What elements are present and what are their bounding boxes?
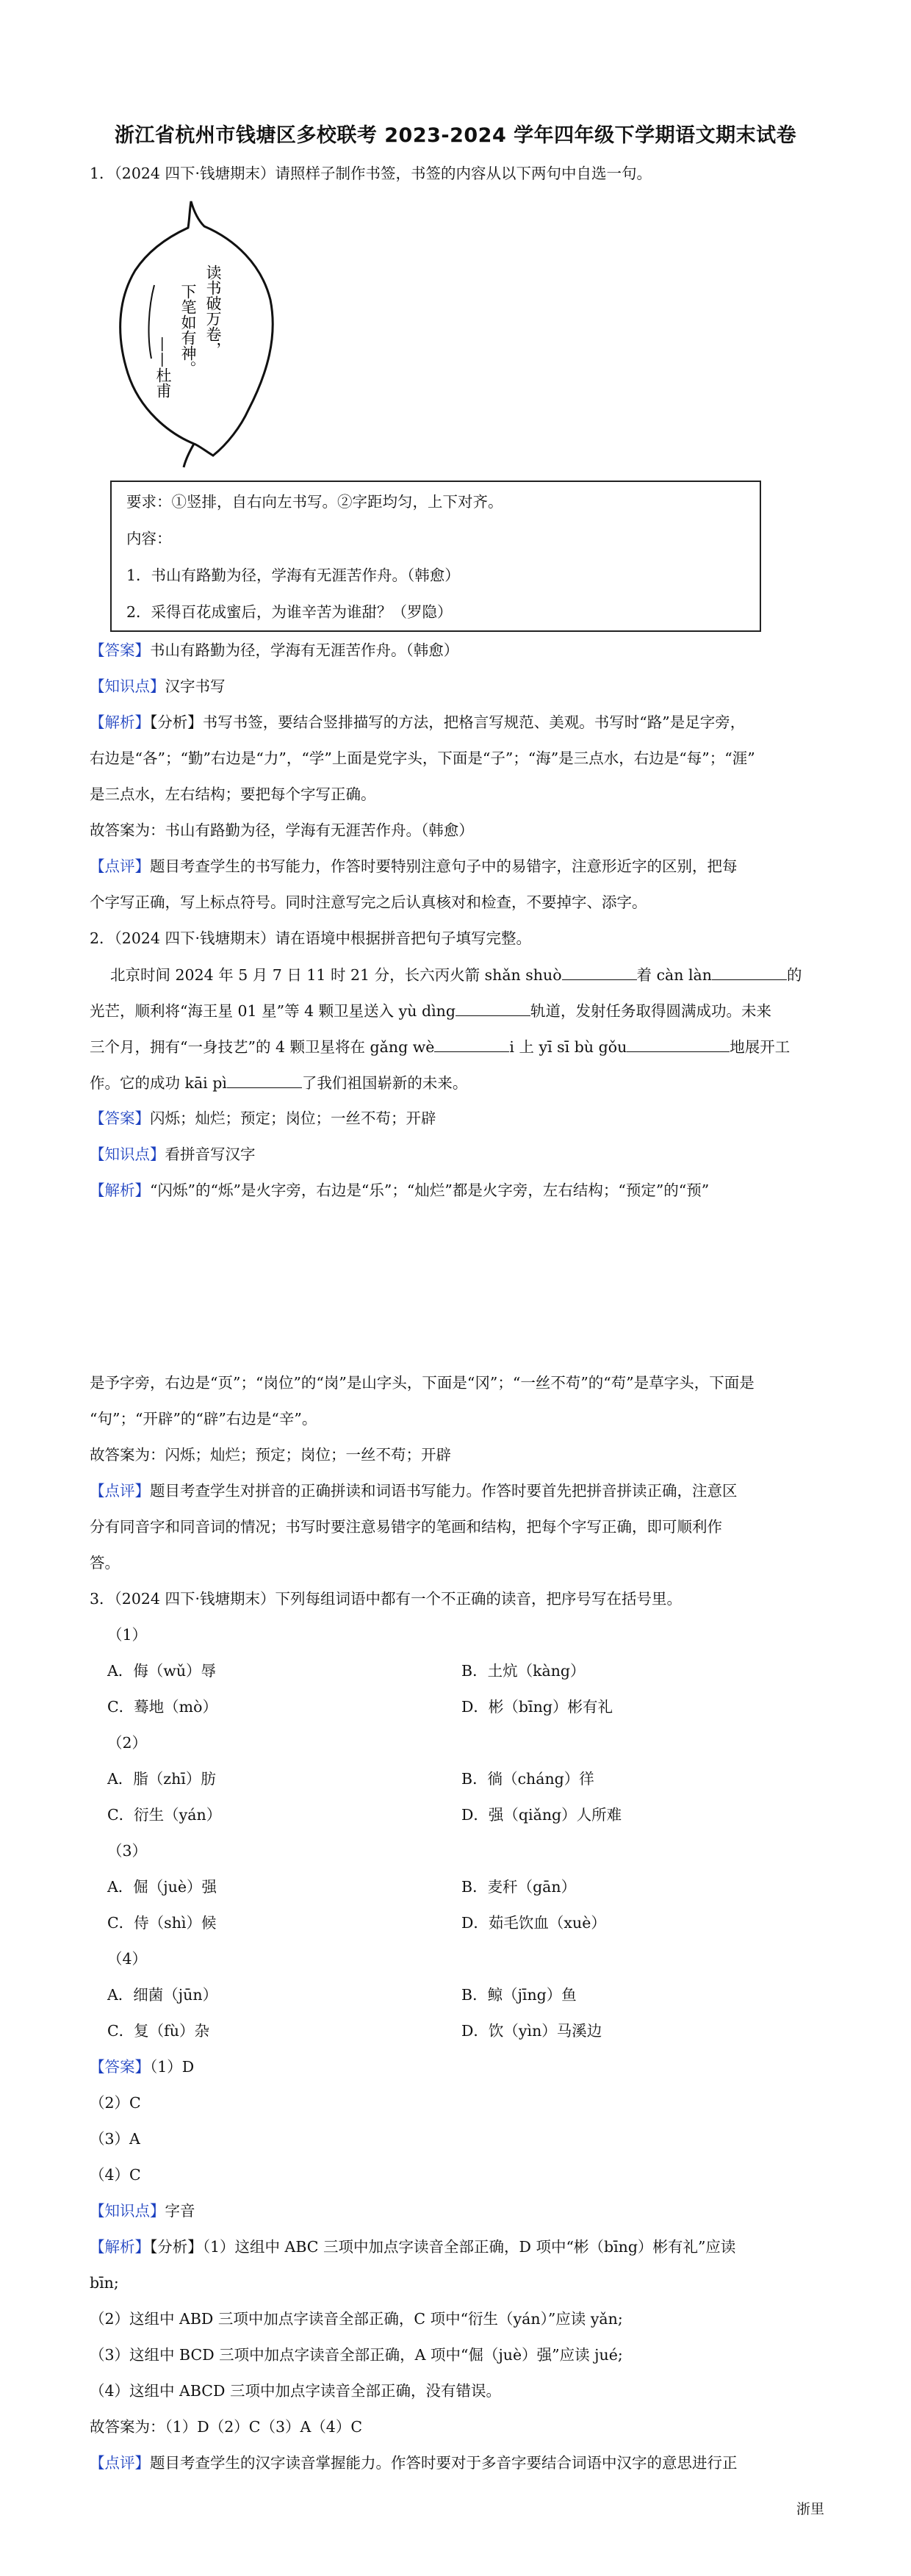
q2-analysis-3: “句”；“开辟”的“辟”右边是“辛”。 [90, 1410, 317, 1428]
q3-option-4c: C．复（fù）杂 [107, 2022, 209, 2040]
q3-option-2b: B．徜（cháng）徉 [461, 1770, 594, 1788]
q3-final-answer: 故答案为：（1）D（2）C（3）A（4）C [90, 2418, 363, 2436]
q2-text: 光芒，顺利将“海王星 01 星”等 4 颗卫星送入 yù dìng [90, 1002, 455, 1020]
req-text-1: 竖排，自右向左书写。 [187, 493, 337, 511]
q3-option-3a: A．倔（juè）强 [107, 1878, 217, 1896]
q3-option-1b: B．土炕（kàng） [461, 1662, 586, 1680]
q2-text: i 上 yī sī bù gǒu [509, 1038, 627, 1056]
req-label: 要求： [126, 493, 172, 511]
q1-final-answer: 故答案为：书山有路勤为径，学海有无涯苦作舟。（韩愈） [90, 821, 474, 839]
q1-stem: 1．（2024 四下·钱塘期末）请照样子制作书签，书签的内容从以下两句中自选一句。 [90, 165, 652, 182]
comment-tag: 【点评】 [90, 1482, 150, 1500]
q2-stem: 2．（2024 四下·钱塘期末）请在语境中根据拼音把句子填写完整。 [90, 929, 531, 947]
q2-para-line-1 [110, 963, 845, 986]
fill-blank[interactable] [627, 1035, 730, 1052]
q2-final-answer: 故答案为：闪烁；灿烂；预定；岗位；一丝不苟；开辟 [90, 1446, 451, 1464]
analysis-tag: 【解析】 [90, 2238, 150, 2256]
q2-comment-1 [90, 1480, 824, 1502]
page-footer: 浙里 [796, 2501, 824, 2517]
q2-text: 着 càn làn [636, 966, 712, 984]
content-item-2: 2．采得百花成蜜后，为谁辛苦为谁甜？（罗隐） [126, 603, 453, 621]
q3-answer-4: （4）C [90, 2166, 141, 2184]
comment-text: 题目考查学生的书写能力，作答时要特别注意句子中的易错字，注意形近字的区别，把每 [150, 857, 738, 875]
comment-tag: 【点评】 [90, 2454, 150, 2472]
kp-tag: 【知识点】 [90, 1145, 165, 1163]
answer-text: （1）D [150, 2058, 195, 2076]
fill-blank[interactable] [455, 999, 530, 1016]
q2-para-line-3 [90, 1035, 824, 1058]
req-line [126, 491, 861, 513]
comment-tag: 【点评】 [90, 857, 150, 875]
q2-analysis-1 [90, 1179, 824, 1201]
q1-analysis-3: 是三点水，左右结构；要把每个字写正确。 [90, 785, 376, 803]
q3-group-2-label: （2） [107, 1734, 148, 1752]
kp-tag: 【知识点】 [90, 2202, 165, 2220]
q2-comment-3: 答。 [90, 1554, 120, 1572]
fill-blank[interactable] [434, 1035, 509, 1052]
q2-comment-2: 分有同音字和同音词的情况；书写时要注意易错字的笔画和结构，把每个字写正确，即可顺利作 [90, 1518, 722, 1536]
fill-blank[interactable] [712, 963, 787, 980]
q1-analysis-2: 右边是“各”；“勤”右边是“力”，“学”上面是党字头，下面是“子”；“海”是三点水，右边是“每”；“涯” [90, 749, 755, 767]
q3-answer-3: （3）A [90, 2130, 140, 2148]
q3-group-1-label: （1） [107, 1626, 148, 1644]
q3-group-4-label: （4） [107, 1950, 148, 1968]
analysis-text: 【分析】书写书签，要结合竖排描写的方法，把格言写规范、美观。书写时“路”是足字旁， [150, 713, 746, 731]
kp-tag: 【知识点】 [90, 677, 165, 695]
q2-text: 地展开工 [730, 1038, 791, 1056]
page-title: 浙江省杭州市钱塘区多校联考 2023-2024 学年四年级下学期语文期末试卷 [114, 124, 797, 147]
leaf-vein-stroke [149, 285, 154, 359]
analysis-text: “闪烁”的“烁”是火字旁，右边是“乐”；“灿烂”都是火字旁，左右结构；“预定”的“预” [150, 1181, 710, 1199]
q3-option-1d: D．彬（bīng）彬有礼 [461, 1698, 613, 1716]
q3-answer-2: （2）C [90, 2094, 141, 2112]
answer-text: 闪烁；灿烂；预定；岗位；一丝不苟；开辟 [150, 1109, 436, 1127]
q3-answer-1 [90, 2056, 824, 2078]
q3-comment-1 [90, 2452, 824, 2474]
fill-blank[interactable] [562, 963, 637, 980]
q3-analysis-2: bīn; [90, 2274, 119, 2292]
analysis-tag: 【解析】 [90, 1181, 150, 1199]
kp-text: 看拼音写汉字 [165, 1145, 256, 1163]
q3-option-1c: C．蓦地（mò） [107, 1698, 217, 1716]
q3-knowledge-point [90, 2200, 824, 2222]
q3-group-3-label: （3） [107, 1842, 148, 1860]
q3-option-3c: C．侍（shì）候 [107, 1914, 217, 1932]
content-label: 内容： [126, 530, 172, 547]
q1-comment-2: 个字写正确，写上标点符号。同时注意写完之后认真核对和检查，不要掉字、添字。 [90, 893, 647, 911]
q2-text: 三个月，拥有“一身技艺”的 4 颗卫星将在 gǎng wè [90, 1038, 435, 1056]
q3-option-2c: C．衍生（yán） [107, 1806, 222, 1824]
analysis-tag: 【解析】 [90, 713, 150, 731]
q2-text: 北京时间 2024 年 5 月 7 日 11 时 21 分，长六丙火箭 shǎn shuò [110, 966, 562, 984]
q2-answer [90, 1107, 824, 1129]
q3-option-3d: D．茹毛饮血（xuè） [461, 1914, 606, 1932]
leaf-bookmark-illustration [118, 197, 276, 469]
q2-text: 轨道，发射任务取得圆满成功。未来 [530, 1002, 771, 1020]
fill-blank[interactable] [227, 1071, 302, 1088]
analysis-text: 【分析】（1）这组中 ABC 三项中加点字读音全部正确，D 项中“彬（bīng）彬有礼”应读 [150, 2238, 736, 2256]
q3-option-3b: B．麦秆（gān） [461, 1878, 577, 1896]
q2-analysis-2: 是予字旁，右边是“页”；“岗位”的“岗”是山字头，下面是“冈”；“一丝不苟”的“苟”是草字头，下面是 [90, 1374, 755, 1392]
bookmark-line-1: 读书破万卷， [204, 265, 222, 357]
q2-text: 的 [786, 966, 802, 984]
q1-analysis-1 [90, 711, 824, 733]
answer-tag: 【答案】 [90, 2058, 150, 2076]
q3-stem: 3．（2024 四下·钱塘期末）下列每组词语中都有一个不正确的读音，把序号写在括号里。 [90, 1590, 682, 1608]
q3-option-4b: B．鲸（jīng）鱼 [461, 1986, 577, 2004]
q3-analysis-3: （2）这组中 ABD 三项中加点字读音全部正确，C 项中“衍生（yán）”应读 yǎn; [90, 2310, 623, 2328]
q2-para-line-4 [90, 1071, 824, 1094]
q2-text: 了我们祖国崭新的未来。 [301, 1074, 468, 1092]
q1-answer [90, 639, 824, 661]
req-number-1: ① [171, 493, 187, 511]
q3-analysis-4: （3）这组中 BCD 三项中加点字读音全部正确，A 项中“倔（juè）强”应读 jué; [90, 2346, 623, 2364]
leaf-stem [184, 444, 194, 467]
bookmark-line-2: 下笔如有神。 [179, 284, 197, 376]
content-item-1: 1．书山有路勤为径，学海有无涯苦作舟。（韩愈） [126, 566, 460, 584]
q3-option-1a: A．侮（wǔ）辱 [107, 1662, 217, 1680]
q3-analysis-1 [90, 2236, 824, 2258]
req-number-2: ② [337, 493, 353, 511]
q1-comment-1 [90, 855, 824, 877]
comment-text: 题目考查学生的汉字读音掌握能力。作答时要对于多音字要结合词语中汉字的意思进行正 [150, 2454, 738, 2472]
q3-option-2d: D．强（qiǎng）人所难 [461, 1806, 622, 1824]
answer-tag: 【答案】 [90, 1109, 150, 1127]
kp-text: 字音 [165, 2202, 195, 2220]
q3-analysis-5: （4）这组中 ABCD 三项中加点字读音全部正确，没有错误。 [90, 2382, 501, 2400]
q3-option-4a: A．细菌（jūn） [107, 1986, 218, 2004]
q3-option-4d: D．饮（yìn）马溪边 [461, 2022, 602, 2040]
bookmark-author: ——杜甫 [154, 337, 172, 398]
q1-knowledge-point [90, 675, 824, 697]
comment-text: 题目考查学生对拼音的正确拼读和词语书写能力。作答时要首先把拼音拼读正确，注意区 [150, 1482, 738, 1500]
q3-option-2a: A．脂（zhī）肪 [107, 1770, 216, 1788]
q2-knowledge-point [90, 1143, 824, 1165]
kp-text: 汉字书写 [165, 677, 226, 695]
q2-para-line-2 [90, 999, 824, 1022]
answer-text: 书山有路勤为径，学海有无涯苦作舟。（韩愈） [150, 641, 459, 659]
req-text-2: 字距均匀，上下对齐。 [352, 493, 503, 511]
answer-tag: 【答案】 [90, 641, 150, 659]
q2-text: 作。它的成功 kāi pì [90, 1074, 227, 1092]
